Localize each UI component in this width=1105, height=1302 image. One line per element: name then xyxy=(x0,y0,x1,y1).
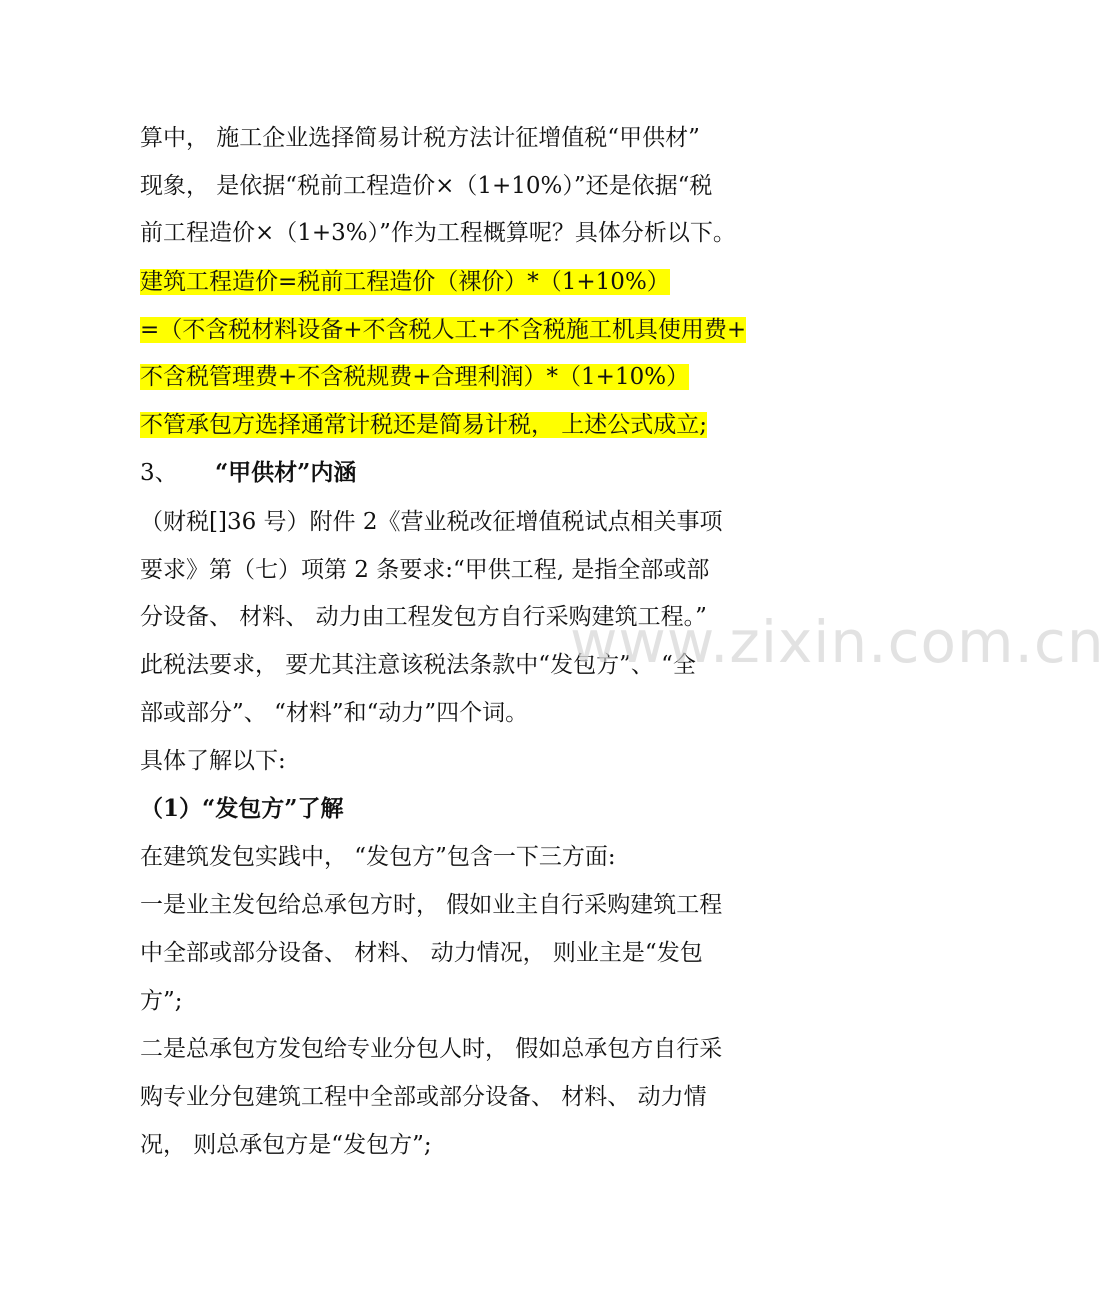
paragraph-line: 部或部分”、 “材料”和“动力”四个词。 xyxy=(140,700,529,726)
subsection-heading: （1）“发包方”了解 xyxy=(140,795,344,822)
paragraph-line: 要求》第（七）项第 2 条要求:“甲供工程, 是指全部或部 xyxy=(140,557,710,583)
highlighted-text: 不含税管理费+不含税规费+合理利润）*（1+10%） xyxy=(140,364,690,390)
paragraph-line: （财税[]36 号）附件 2《营业税改征增值税试点相关事项 xyxy=(140,509,723,535)
section-number: 3、 xyxy=(140,460,178,486)
paragraph-line: 现象， 是依据“税前工程造价×（1+10%）”还是依据“税 xyxy=(140,173,713,199)
highlighted-formula-line xyxy=(140,405,707,445)
paragraph-line: 前工程造价×（1+3%）”作为工程概算呢？具体分析以下。 xyxy=(140,220,736,246)
section-title: “甲供材”内涵 xyxy=(214,459,357,486)
paragraph-line: 中全部或部分设备、 材料、 动力情况， 则业主是“发包 xyxy=(140,940,703,966)
watermark: www.zixin.com.cn xyxy=(570,608,1105,676)
section-heading xyxy=(140,453,356,493)
highlighted-text: 建筑工程造价=税前工程造价（裸价）*（1+10%） xyxy=(140,269,670,295)
paragraph-line: 在建筑发包实践中， “发包方”包含一下三方面: xyxy=(140,844,616,870)
paragraph-line: 一是业主发包给总承包方时， 假如业主自行采购建筑工程 xyxy=(140,892,723,918)
highlighted-text: =（不含税材料设备+不含税人工+不含税施工机具使用费+ xyxy=(140,317,747,343)
paragraph-line: 二是总承包方发包给专业分包人时， 假如总承包方自行采 xyxy=(140,1036,723,1062)
highlighted-text: 不管承包方选择通常计税还是简易计税， 上述公式成立; xyxy=(140,412,708,438)
highlighted-formula-line xyxy=(140,357,689,397)
paragraph-line: 购专业分包建筑工程中全部或部分设备、 材料、 动力情 xyxy=(140,1084,707,1110)
paragraph-line: 方”; xyxy=(140,988,183,1014)
paragraph-line: 况， 则总承包方是“发包方”; xyxy=(140,1132,432,1158)
paragraph-line: 具体了解以下: xyxy=(140,748,286,774)
paragraph-line: 算中， 施工企业选择简易计税方法计征增值税“甲供材” xyxy=(140,125,700,151)
highlighted-formula-line xyxy=(140,310,746,350)
paragraph-line: 此税法要求， 要尤其注意该税法条款中“发包方”、 “全 xyxy=(140,652,696,678)
highlighted-formula-line xyxy=(140,262,670,302)
paragraph-line: 分设备、 材料、 动力由工程发包方自行采购建筑工程。” xyxy=(140,604,707,630)
